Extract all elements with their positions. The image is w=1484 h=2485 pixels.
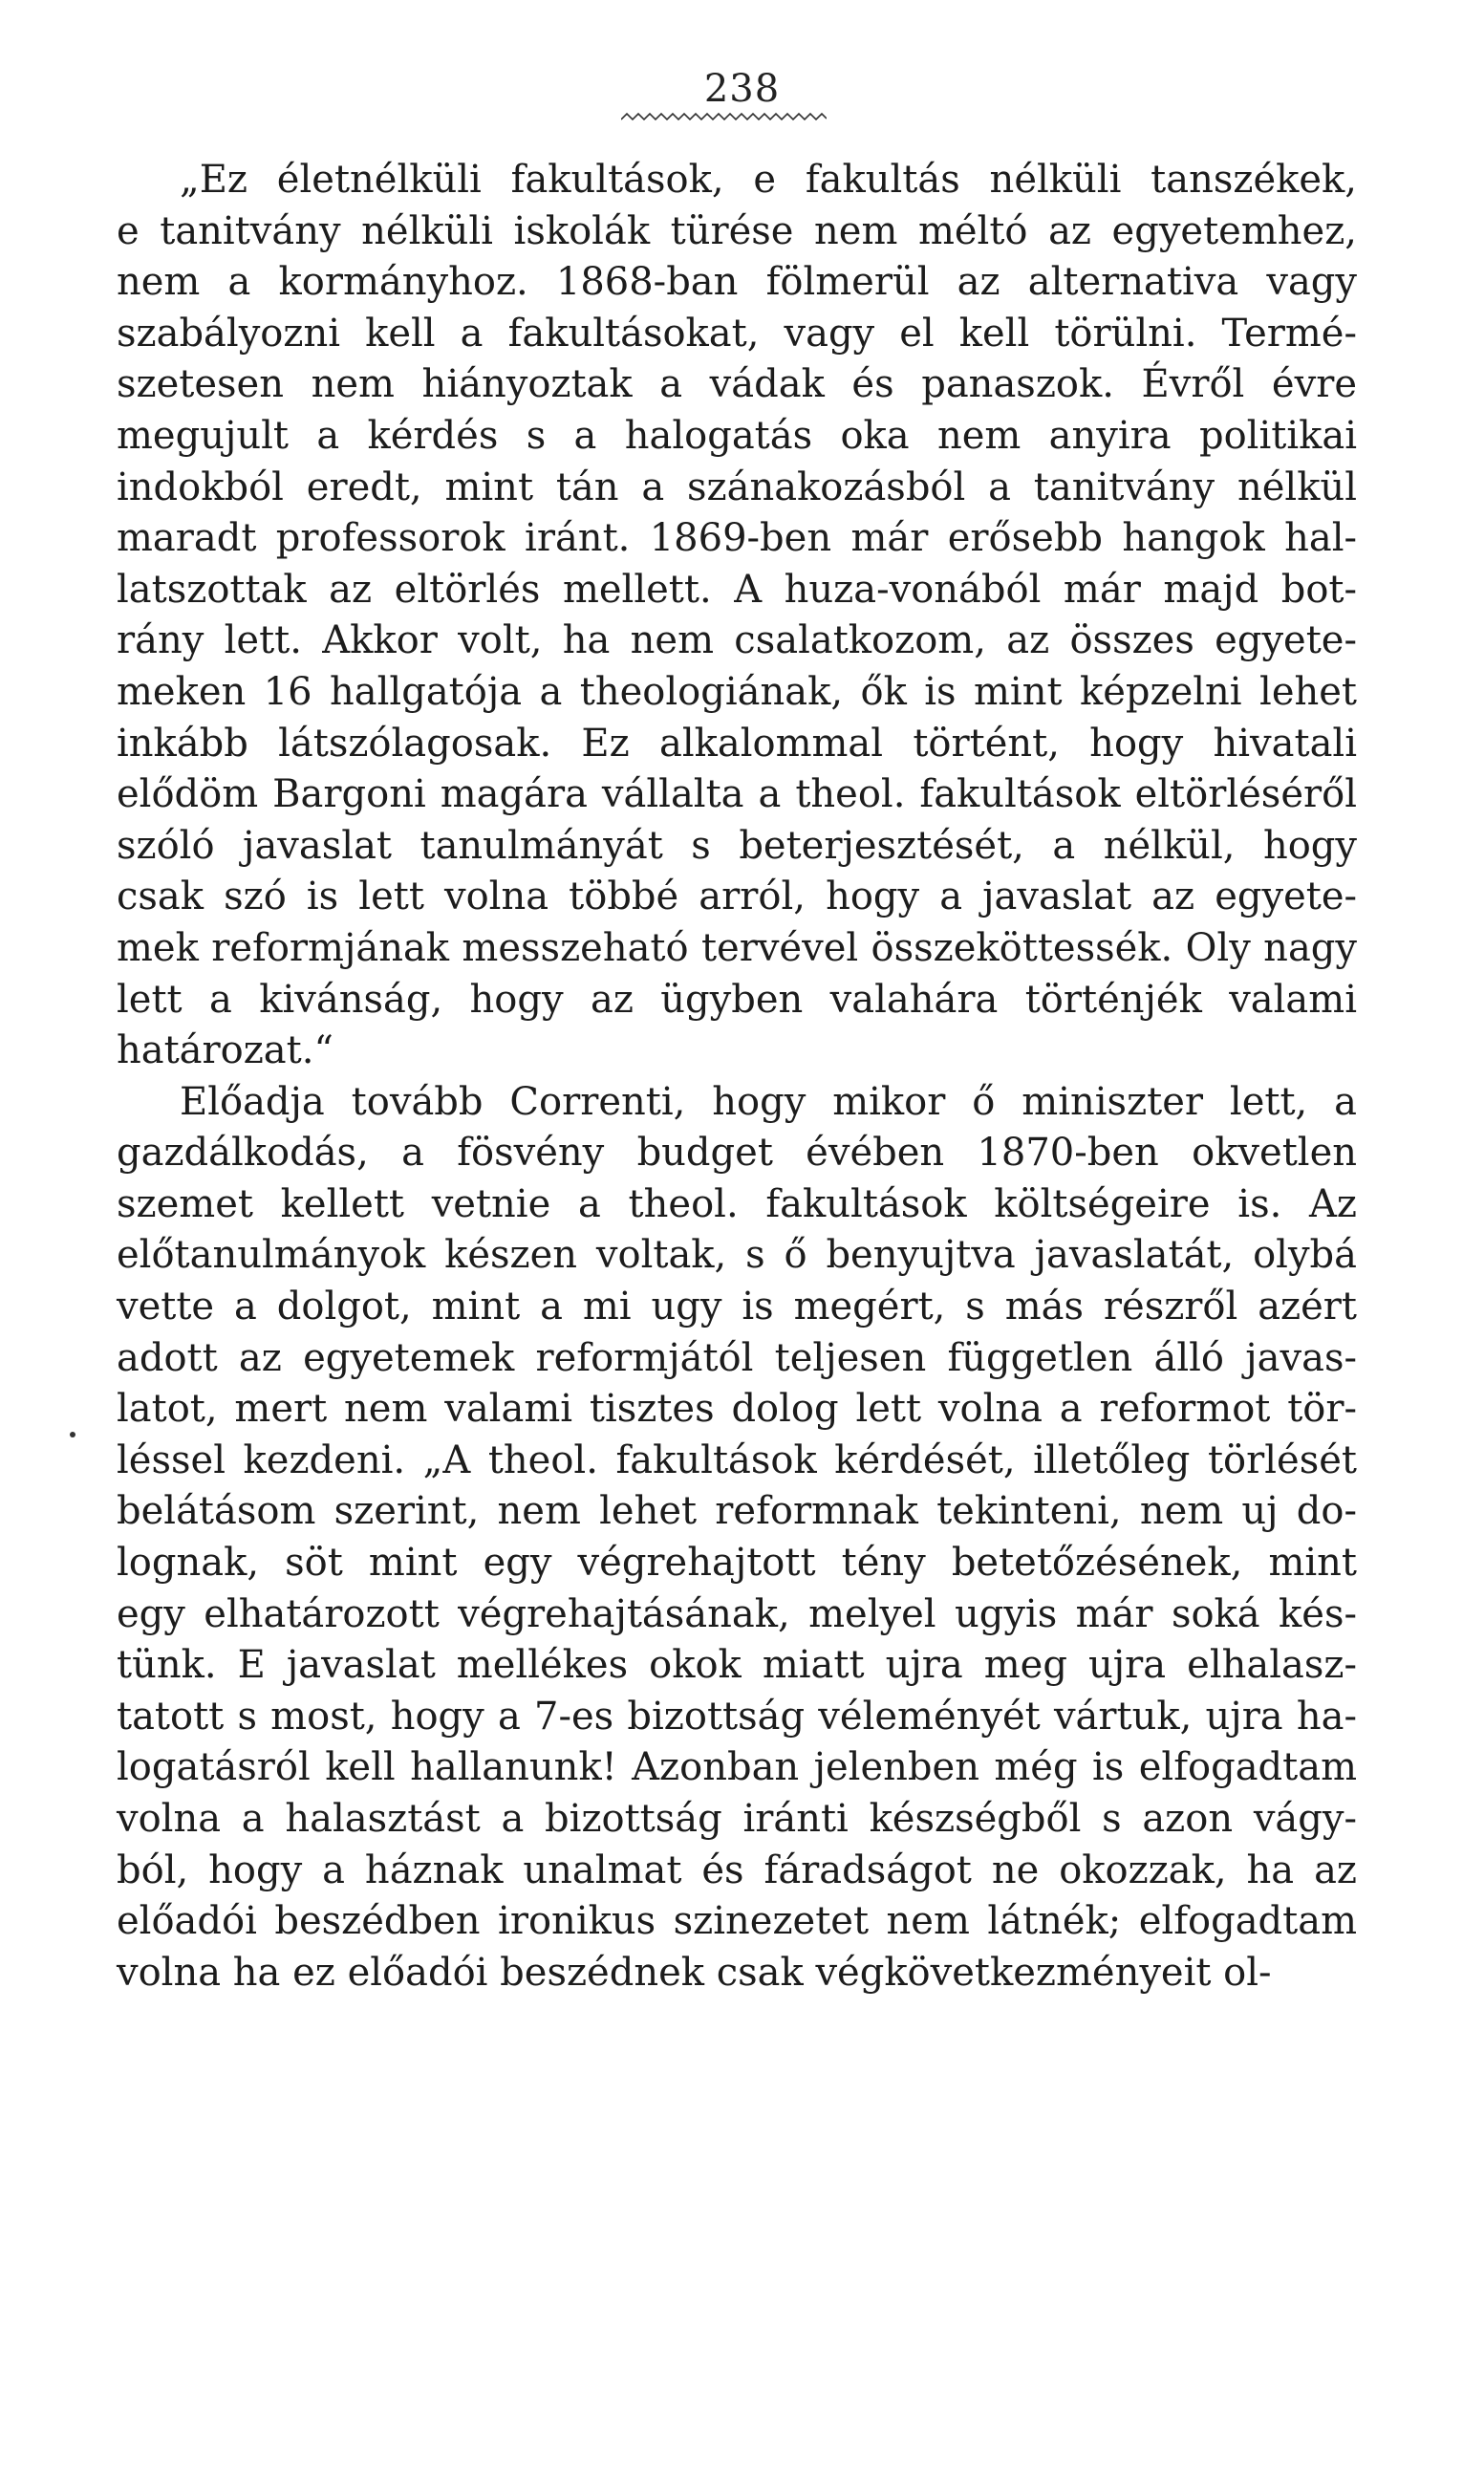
text-line: ból, hogy a háznak unalmat és fáradságot ne okozzak, ha az [117, 1848, 1357, 1892]
text-line: volna a halasztást a bizottság iránti készségből s azon vágy- [117, 1797, 1357, 1841]
text-line: csak szó is lett volna többé arról, hogy a javaslat az egyete- [117, 875, 1357, 919]
text-line: e tanitvány nélküli iskolák türése nem méltó az egyetemhez, [117, 208, 1357, 253]
text-line: szóló javaslat tanulmányát s beterjesztését, a nélkül, hogy [117, 823, 1357, 868]
text-line: elődöm Bargoni magára vállalta a theol. fakultások eltörléséről [117, 772, 1357, 817]
text-line: tatott s most, hogy a 7-es bizottság véleményét vártuk, ujra ha- [117, 1694, 1357, 1739]
body-text [117, 155, 1357, 1999]
print-speck [70, 1432, 75, 1437]
text-line: lett a kivánság, hogy az ügyben valahára történjék valami [117, 977, 1357, 1022]
text-line: vette a dolgot, mint a mi ugy is megért, s más részről azért [117, 1285, 1357, 1329]
text-line: szemet kellett vetnie a theol. fakultások költségeire is. Az [117, 1181, 1357, 1226]
paragraph [117, 1077, 1357, 1999]
text-line: logatásról kell hallanunk! Azonban jelenben még is elfogadtam [117, 1745, 1357, 1790]
text-line: inkább látszólagosak. Ez alkalommal történt, hogy hivatali [117, 721, 1357, 766]
text-line: előtanulmányok készen voltak, s ő benyujtva javaslatát, olybá [117, 1233, 1357, 1278]
text-line: latot, mert nem valami tisztes dolog lett volna a reformot tör- [117, 1387, 1357, 1432]
text-line: „Ez életnélküli fakultások, e fakultás nélküli tanszékek, [180, 158, 1357, 202]
text-line: indokból eredt, mint tán a szánakozásból a tanitvány nélkül [117, 465, 1357, 509]
text-line: maradt professorok iránt. 1869-ben már erősebb hangok hal- [117, 516, 1357, 561]
text-line: volna ha ez előadói beszédnek csak végkövetkezményeit ol- [117, 1950, 1272, 1995]
paragraph [117, 155, 1357, 1077]
text-line: nem a kormányhoz. 1868-ban fölmerül az alternativa vagy [117, 260, 1357, 305]
text-line: szabályozni kell a fakultásokat, vagy el kell törülni. Termé- [117, 311, 1357, 356]
text-line: egy elhatározott végrehajtásának, melyel ugyis már soká kés- [117, 1591, 1357, 1636]
text-line: mek reformjának messzeható tervével összeköttessék. Oly nagy [117, 925, 1357, 970]
text-line: latszottak az eltörlés mellett. A huza-vonából már majd bot- [117, 567, 1357, 612]
text-line: léssel kezdeni. „A theol. fakultások kérdését, illetőleg törlését [117, 1437, 1357, 1482]
ornament-divider [621, 111, 827, 128]
text-line: adott az egyetemek reformjától teljesen független álló javas- [117, 1335, 1357, 1380]
text-line: előadói beszédben ironikus szinezetet nem látnék; elfogadtam [117, 1899, 1357, 1944]
text-line: Előadja tovább Correnti, hogy mikor ő miniszter lett, a [180, 1079, 1357, 1124]
text-line: rány lett. Akkor volt, ha nem csalatkozom, az összes egyete- [117, 618, 1357, 663]
text-line: határozat.“ [117, 1028, 333, 1073]
text-line: belátásom szerint, nem lehet reformnak tekinteni, nem uj do- [117, 1489, 1357, 1534]
text-line: lognak, söt mint egy végrehajtott tény betetőzésének, mint [117, 1541, 1357, 1586]
text-line: megujult a kérdés s a halogatás oka nem anyira politikai [117, 413, 1357, 458]
text-line: szetesen nem hiányoztak a vádak és panaszok. Évről évre [117, 362, 1357, 407]
page-number: 238 [703, 67, 781, 111]
text-line: tünk. E javaslat mellékes okok miatt ujra meg ujra elhalasz- [117, 1643, 1357, 1688]
text-line: meken 16 hallgatója a theologiának, ők is mint képzelni lehet [117, 669, 1357, 714]
text-line: gazdálkodás, a fösvény budget évében 1870-ben okvetlen [117, 1131, 1357, 1176]
